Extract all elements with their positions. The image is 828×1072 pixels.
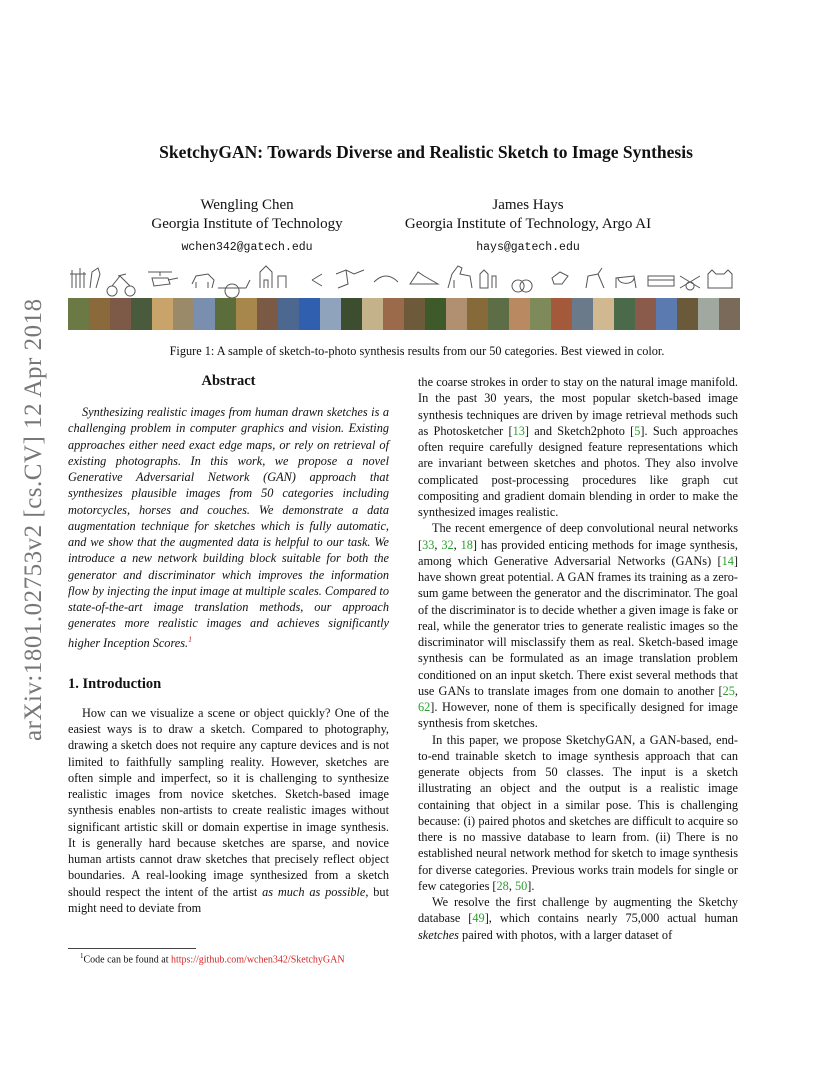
section-heading: 1. Introduction <box>68 675 162 692</box>
sketch-animal <box>192 274 214 288</box>
photo-row <box>68 298 740 330</box>
photo-thumbnail <box>383 298 405 330</box>
photo-thumbnail <box>236 298 258 330</box>
figure-caption: Figure 1: A sample of sketch-to-photo synthesis results from our 50 categories. Best viewed in color. <box>169 344 665 358</box>
sketch-motorcycle <box>107 274 135 296</box>
author-name: James Hays <box>492 197 564 213</box>
photo-thumbnail <box>68 298 90 330</box>
arxiv-identifier-stamp: arXiv:1801.02753v2 [cs.CV] 12 Apr 2018 <box>20 298 47 742</box>
photo-thumbnail <box>341 298 363 330</box>
photo-thumbnail <box>173 298 195 330</box>
photo-thumbnail <box>278 298 300 330</box>
footnote-link[interactable]: https://github.com/wchen342/SketchyGAN <box>170 954 345 966</box>
citation-link[interactable]: 32 <box>441 537 454 552</box>
photo-thumbnail <box>677 298 699 330</box>
body-paragraph: In this paper, we propose SketchyGAN, a GAN-based, end-to-end trainable sketch to image synthesis approach that can generate objects from 50 classes. The input is a sketch illustrating an object and the output is a realistic image containing that object in a similar pose. This is challenging because: (i) paired photos and sketches are difficult to acquire so there is no massive database to learn from. (ii) There is no established neural network method for sketch to image synthesis for diverse categories. Previous works train models for single or few categories [28, 50]. <box>418 732 738 893</box>
photo-thumbnail <box>299 298 321 330</box>
author-email[interactable]: wchen342@gatech.edu <box>181 241 313 254</box>
body-paragraph: the coarse strokes in order to stay on the natural image manifold. In the past 30 years, the most popular sketch-based image synthesis techniques are driven by image retrieval methods such as Photosketcher [13] and Sketch2photo [5]. Such approaches often require carefully designed feature representations which are invariant between sketches and photos. They also involve complicated post-processing procedures like graph cut compositing and gradient domain blending in order to make the synthesized images realistic. <box>418 375 739 519</box>
sketch-couch <box>648 276 674 286</box>
photo-thumbnail <box>152 298 174 330</box>
sketch-deer <box>586 268 604 288</box>
author-affiliation: Georgia Institute of Technology <box>151 216 343 232</box>
citation-link[interactable]: 14 <box>721 553 734 568</box>
citation-link[interactable]: 50 <box>514 878 528 893</box>
sketch-helicopter <box>148 272 178 286</box>
body-paragraph: The recent emergence of deep convolutional neural networks [33, 32, 18] has provided enticing methods for image synthesis, among which Generative Adversarial Networks (GANs) [14] have shown great potential. A GAN frames its training as a zero-sum game between the generator and the discriminator. The goal of the discriminator is to decide whether a given image is fake or real, while the generator tries to generate realistic images so the discriminator will misclassify them as real. Sketch-based image synthesis can be formulated as an image translation problem conditioned on an input sketch. There exist several methods that use GANs to translate images from one domain to another [25, 62]. However, none of them is specifically designed for image synthesis from sketches. <box>418 521 738 731</box>
body-paragraph: We resolve the first challenge by augmenting the Sketchy database [49], which contains nearly 75,000 actual human sketches paired with photos, with a larger dataset of <box>418 895 739 942</box>
photo-thumbnail <box>320 298 342 330</box>
photo-thumbnail <box>425 298 447 330</box>
author-block <box>388 196 668 257</box>
citation-link[interactable]: 13 <box>512 423 525 438</box>
abstract-heading: Abstract <box>201 373 256 389</box>
sketch-wave <box>374 276 398 282</box>
photo-thumbnail <box>404 298 426 330</box>
citation-link[interactable]: 5 <box>634 423 641 438</box>
photo-thumbnail <box>467 298 489 330</box>
citation-link[interactable]: 62 <box>418 700 431 714</box>
sketch-shoe <box>410 272 438 284</box>
figure-image <box>68 262 740 332</box>
paper-title: SketchyGAN: Towards Diverse and Realistic Sketch to Image Synthesis <box>159 142 693 162</box>
photo-thumbnail <box>131 298 153 330</box>
photo-thumbnail <box>446 298 468 330</box>
photo-thumbnail <box>698 298 720 330</box>
photo-thumbnail <box>509 298 531 330</box>
author-affiliation: Georgia Institute of Technology, Argo AI <box>404 216 652 232</box>
photo-thumbnail <box>656 298 678 330</box>
photo-thumbnail <box>614 298 636 330</box>
sketch-horse <box>448 266 472 288</box>
sketch-row <box>70 266 732 298</box>
footnote-rule <box>68 948 196 949</box>
figure-sketch-photo-strip <box>68 262 740 332</box>
left-column <box>68 372 389 916</box>
photo-thumbnail <box>257 298 279 330</box>
photo-thumbnail <box>194 298 216 330</box>
photo-thumbnail <box>488 298 510 330</box>
author-email[interactable]: hays@gatech.edu <box>476 241 580 254</box>
author-block <box>134 196 360 257</box>
right-column <box>418 374 738 943</box>
footnote: $^1$Code can be found at https://github.com/wchen342/SketchyGAN <box>80 952 345 966</box>
author-name: Wengling Chen <box>200 197 294 213</box>
citation-link[interactable]: 49 <box>472 911 485 926</box>
photo-thumbnail <box>215 298 237 330</box>
sketch-sheep <box>616 276 636 288</box>
sketch-tree <box>90 268 100 288</box>
photo-thumbnail <box>89 298 111 330</box>
abstract-body: Synthesizing realistic images from human drawn sketches is a challenging problem in computer graphics and vision. Existing approaches either need exact edge maps, or rely on retrieval of existing photographs. In this work, we propose a novel Generative Adversarial Network (GAN) approach that synthesizes plausible images from 50 categories including motorcycles, horses and couches. We demonstrate a data augmentation technique for sketches which is fully automatic, and we show that the augmented data is helpful to our task. We introduce a new network building block suitable for both the generator and discriminator which improves the information flow by injecting the input image at multiple scales. Compared to state-of-the-art image translation methods, our approach generates more realistic images and achieves significantly higher Inception Scores.$^1$ <box>68 405 389 650</box>
photo-thumbnail <box>551 298 573 330</box>
intro-paragraph: How can we visualize a scene or object quickly? One of the easiest ways is to draw a sketch. Compared to photography, drawing a sketch does not require any capture devices and is not limited to faithfully sampling reality. However, sketches are often simple and imperfect, so it is challenging to synthesize realistic images from novice sketches. Sketch-based image synthesis enables non-artists to create realistic images without significant artistic skill or domain expertise in image synthesis. It is generally hard because sketches are sparse, and novice human artists cannot draw sketches that precisely reflect object boundaries. A real-looking image synthesized from a sketch should respect the intent of the artist as much as possible, but might need to deviate from <box>68 705 389 915</box>
sketch-cat <box>708 270 732 288</box>
sketch-pretzel <box>512 280 532 292</box>
photo-thumbnail <box>362 298 384 330</box>
sketch-tree <box>70 268 86 288</box>
sketch-bird <box>336 270 364 288</box>
photo-thumbnail <box>530 298 552 330</box>
footnote-marker[interactable]: 1 <box>188 634 193 644</box>
sketch-bird-2 <box>552 272 568 284</box>
citation-link[interactable]: 28 <box>496 878 509 893</box>
citation-link[interactable]: 18 <box>460 537 473 552</box>
photo-thumbnail <box>110 298 132 330</box>
sketch-snail <box>218 280 250 298</box>
photo-thumbnail <box>572 298 594 330</box>
citation-link[interactable]: 33 <box>422 537 435 552</box>
sketch-arrow <box>312 274 322 286</box>
sketch-church <box>260 266 286 288</box>
sketch-spider <box>680 276 700 290</box>
photo-thumbnail <box>719 298 740 330</box>
photo-thumbnail <box>593 298 615 330</box>
sketch-bottle <box>480 270 496 288</box>
photo-thumbnail <box>635 298 657 330</box>
citation-link[interactable]: 25 <box>722 683 735 698</box>
